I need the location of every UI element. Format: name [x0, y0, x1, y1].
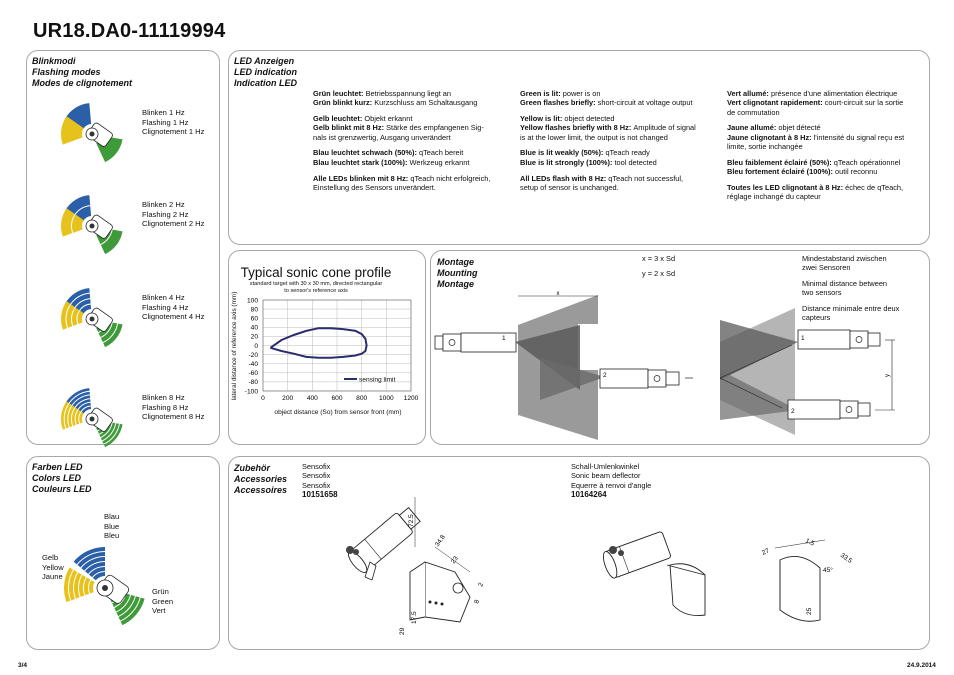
accessory-2-info: Schall-Umlenkwinkel Sonic beam deflector Equerre à renvoi d'angle 10164264: [571, 462, 652, 500]
y-tick-label: 80: [250, 306, 258, 314]
x-tick-label: 200: [282, 395, 294, 402]
svg-text:2: 2: [791, 408, 795, 415]
dim-72-5: 72.5: [408, 514, 415, 527]
dim-25: 25: [806, 607, 813, 615]
x-axis-label: object distance (So) from sensor front (mm): [274, 409, 402, 416]
sensor-2-label: 2: [603, 372, 607, 379]
y-tick-label: 20: [250, 333, 258, 341]
x-tick-label: 1000: [378, 395, 394, 402]
y-tick-label: 40: [250, 324, 258, 332]
header-de: Blinkmodi: [32, 56, 76, 66]
y-equation: y = 2 x Sd: [642, 269, 676, 278]
y-dim-label: y: [885, 374, 891, 377]
flash-mode-label: Blinken 2 Hz Flashing 2 Hz Clignotement 2 Hz: [142, 200, 205, 229]
header-en: Flashing modes: [32, 67, 101, 77]
led-paragraph: Blau leuchtet schwach (50%): qTeach bereit Blau leuchtet stark (100%): Werkzeug erkannt: [313, 148, 470, 167]
sensing-limit-line: [270, 328, 366, 358]
dim-29: 29: [399, 627, 406, 635]
dim-23: 23: [449, 555, 460, 566]
legend-label: sensing limit: [359, 376, 396, 384]
mounting-notes: Mindestabstand zwischen zwei Sensoren Minimal distance between two sensors Distance minimale entre deux capteurs: [802, 254, 900, 323]
flashing-sensor-icon: [42, 194, 142, 254]
document-date: 24.9.2014: [907, 662, 936, 669]
flash-mode-label: Blinken 1 Hz Flashing 1 Hz Clignotement 1 Hz: [142, 108, 205, 137]
flashing-sensor-icon: [42, 102, 142, 162]
led-paragraph: Green is lit: power is on Green flashes briefly: short-circuit at voltage output: [520, 89, 693, 108]
y-tick-label: -80: [248, 379, 258, 387]
led-paragraph: Jaune allumé: objet détecté Jaune clignotant à 8 Hz: l'intensité du signal reçu est limite, sortie inchangée: [727, 123, 905, 151]
header-en: LED indication: [234, 67, 297, 77]
flash-mode-label: Blinken 8 Hz Flashing 8 Hz Clignotement 8 Hz: [142, 393, 205, 422]
header-fr: Montage: [437, 279, 474, 289]
led-text-en: [520, 89, 725, 199]
y-tick-label: -100: [244, 388, 258, 396]
flashing-sensor-icon: [42, 287, 142, 347]
sensor-1: [435, 333, 516, 352]
sensor-1-label: 1: [502, 335, 506, 342]
dim-17-5: 17.5: [411, 611, 418, 624]
x-tick-label: 800: [356, 395, 368, 402]
color-yellow-label: Gelb Yellow Jaune: [42, 553, 64, 582]
header-de: Montage: [437, 257, 474, 267]
header-de: LED Anzeigen: [234, 56, 295, 66]
led-text-fr: [727, 89, 927, 208]
sensor-2: [600, 369, 693, 388]
flashing-modes-header: [32, 56, 132, 89]
led-paragraph: Grün leuchtet: Betriebsspannung liegt an Grün blinkt kurz: Kurzschluss am Schaltausgang: [313, 89, 478, 108]
mounting-diagram: [430, 250, 928, 443]
header-fr: Modes de clignotement: [32, 78, 133, 88]
y-tick-label: -40: [248, 361, 258, 368]
dim-34-8: 34.8: [433, 533, 447, 549]
yellow-led-fan: [64, 568, 95, 603]
led-paragraph: Alle LEDs blinken mit 8 Hz: qTeach nicht erfolgreich, Einstellung des Sensors unverändert.: [313, 173, 491, 192]
y-tick-label: 60: [250, 315, 258, 323]
flashing-sensor-icon: [42, 387, 142, 447]
x-dim-label: x: [556, 291, 560, 297]
sensor-r2: [788, 400, 870, 419]
chart-subtitle-1: standard target with 30 x 30 mm, directed rectangular: [249, 281, 383, 287]
dim-27: 27: [760, 547, 771, 557]
accessory-1-info: Sensofix Sensofix Sensofix 10151658: [302, 462, 338, 500]
color-green-label: Grün Green Vert: [152, 587, 174, 616]
led-paragraph: Bleu faiblement éclairé (50%): qTeach opérationnel Bleu fortement éclairé (100%): outil reconnu: [727, 157, 901, 177]
x-tick-label: 0: [261, 395, 265, 402]
colors-header: Farben LED Colors LED Couleurs LED: [32, 462, 92, 494]
dim-1-5: 1.5: [804, 537, 816, 548]
sensofix-drawing: [330, 492, 500, 642]
x-tick-label: 400: [306, 395, 318, 402]
led-paragraph: Toutes les LED clignotant à 8 Hz: échec de qTeach, réglage inchangé du capteur: [727, 182, 904, 202]
y-tick-label: -20: [248, 351, 258, 359]
header-fr: Indication LED: [234, 78, 297, 88]
led-indication-header: [234, 56, 297, 89]
svg-text:1: 1: [801, 335, 805, 342]
sonic-cone-chart: [228, 250, 424, 443]
flash-mode-label: Blinken 4 Hz Flashing 4 Hz Clignotement 4 Hz: [142, 293, 205, 322]
y-tick-label: 100: [246, 297, 258, 305]
chart-title: Typical sonic cone profile: [240, 265, 392, 280]
dim-45-deg: 45°: [823, 567, 833, 574]
page-number: 3/4: [18, 662, 28, 669]
accessories-header: Zubehör Accessories Accessoires: [234, 463, 288, 495]
color-blue-label: Blau Blue Bleu: [104, 512, 120, 541]
x-equation: x = 3 x Sd: [642, 254, 676, 263]
led-paragraph: Vert allumé: présence d'une alimentation électrique Vert clignotant rapidement: court-circuit sur la sortie de commutation: [727, 89, 904, 117]
led-paragraph: All LEDs flash with 8 Hz: qTeach not successful, setup of sensor is unchanged.: [520, 173, 684, 192]
led-text-de: [313, 89, 518, 199]
led-colors-sensor-icon: [40, 530, 170, 640]
x-tick-label: 1200: [403, 395, 419, 402]
y-tick-label: -60: [248, 370, 258, 378]
x-tick-label: 600: [331, 395, 343, 402]
header-en: Mounting: [437, 268, 478, 278]
chart-subtitle-2: to sensor's reference axis: [284, 288, 348, 294]
y-axis-label: lateral distance of reference axis (mm): [231, 291, 238, 401]
led-paragraph: Gelb leuchtet: Objekt erkannt Gelb blinkt mit 8 Hz: Stärke des empfangenen Sig- nals ist grenzwertig, Ausgang unverändert: [313, 114, 484, 142]
dim-2: 2: [477, 581, 486, 588]
deflector-drawing: [595, 520, 875, 635]
led-paragraph: Yellow is lit: object detected Yellow flashes briefly with 8 Hz: Amplitude of signal is at the lower limit, the output is not changed: [520, 114, 696, 142]
led-paragraph: Blue is lit weakly (50%): qTeach ready Blue is lit strongly (100%): tool detected: [520, 148, 657, 167]
sensor-r1: [798, 330, 880, 349]
dim-8: 8: [473, 598, 482, 605]
dim-33-5: 33.5: [838, 551, 854, 565]
y-tick-label: 0: [254, 342, 258, 350]
document-title: UR18.DA0-11119994: [33, 20, 226, 42]
wall-notch: [578, 324, 598, 370]
